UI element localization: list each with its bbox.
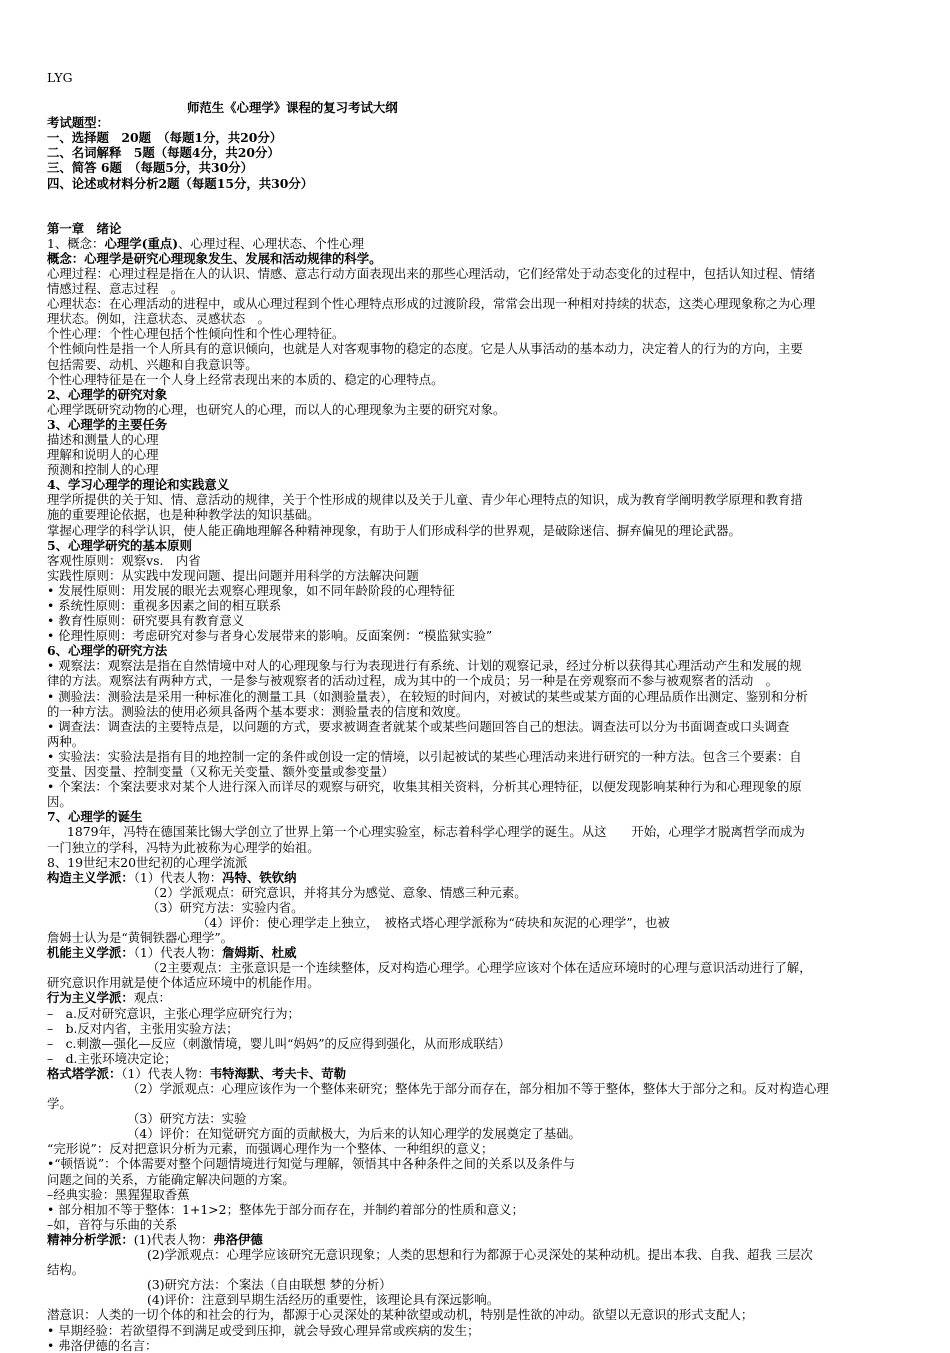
text-line: 心理过程：心理过程是指在人的认识、情感、意志行动方面表现出来的那些心理活动，它们经常处于动态变化的过程中，包括认知过程、情绪 [47, 265, 816, 281]
text-line: 客观性原则：观察vs. 内省 [47, 552, 201, 568]
text-line: 个性倾向性是指一个人所具有的意识倾向，也就是人对客观事物的稳定的态度。它是人从事活动的基本动力，决定着人的行为的方向，主要 [47, 341, 803, 357]
text-line: 实践性原则：从实践中发现问题、提出问题并用科学的方法解决问题 [47, 567, 419, 583]
text: 弗洛伊德 [213, 1231, 263, 1247]
text-line: 施的重要理论依据，也是种种教学法的知识基础。 [47, 507, 320, 523]
text-line: 研究意识作用就是使个体适应环境中的机能作用。 [47, 975, 320, 991]
section-heading: 3、心理学的主要任务 [47, 416, 168, 432]
list-item: • 发展性原则：用发展的眼光去观察心理现象，如不同年龄阶段的心理特征 [47, 582, 455, 598]
section-heading: 6、心理学的研究方法 [47, 643, 168, 659]
text-line: 结构。 [47, 1262, 85, 1278]
text-line: 问题之间的关系，方能确定解决问题的方案。 [47, 1171, 295, 1187]
section-heading: 4、学习心理学的理论和实践意义 [47, 477, 230, 493]
text-line: 理状态。例如，注意状态、灵感状态 。 [47, 311, 271, 327]
text: （1）代表人物： [121, 1065, 210, 1081]
school-label: 行为主义学派： [47, 990, 134, 1006]
list-item: • 早期经验：若欲望得不到满足或受到压抑，就会导致心理异常或疾病的发生； [47, 1322, 480, 1338]
list-item: – c.刺激—强化—反应（刺激情境，婴儿叫“妈妈”的反应得到强化，从而形成联结） [47, 1035, 511, 1051]
text-line: “完形说”：反对把意识分析为元素，而强调心理作为一个整体、一种组织的意义； [47, 1141, 494, 1157]
text-line: 个性心理特征是在一个人身上经常表现出来的本质的、稳定的心理特点。 [47, 371, 444, 387]
list-item: • 弗洛伊德的名言： [47, 1337, 158, 1353]
text-line: （2）学派观点：心理应该作为一个整体来研究；整体先于部分而存在，部分相加不等于整体，整体大于部分之和。反对构造心理 [127, 1081, 829, 1096]
text-line: 掌握心理学的科学认识，使人能正确地理解各种精神现象，有助于人们形成科学的世界观，是破除迷信、摒弃偏见的理论武器。 [47, 522, 741, 538]
text-line: 学。 [47, 1096, 72, 1112]
text: （1）代表人物： [133, 945, 223, 961]
text: 韦特海默、考夫卡、苛勒 [209, 1065, 347, 1081]
list-item: • 教育性原则：研究要具有教育意义 [47, 613, 245, 629]
text-line: (4)评价：注意到早期生活经历的重要性，该理论具有深远影响。 [147, 1292, 500, 1308]
text-line: 理解和说明人的心理 [47, 447, 159, 463]
text-line: 情感过程、意志过程 。 [47, 281, 184, 297]
list-item: • 伦理性原则：考虑研究对参与者身心发展带来的影响。反面案例：“模监狱实验” [47, 628, 493, 644]
text-line: 预测和控制人的心理 [47, 462, 159, 478]
list-item: – a.反对研究意识，主张心理学应研究行为； [47, 1005, 300, 1021]
list-item: •“顿悟说”：个体需要对整个问题情境进行知觉与理解，领悟其中各种条件之间的关系以及条件与 [47, 1156, 575, 1172]
school-gestalt [47, 1066, 907, 1081]
school-behaviorism [47, 990, 907, 1005]
text-line: 的一种方法。测验法的使用必须具备两个基本要求：测验量表的信度和效度。 [47, 703, 469, 719]
section-heading: 5、心理学研究的基本原则 [47, 537, 192, 553]
chapter-title: 第一章 绪论 [47, 220, 122, 236]
text-line: 詹姆士认为是“黄铜铁器心理学”。 [47, 930, 234, 946]
text-line: （3）研究方法：实验 [127, 1111, 247, 1127]
text-line: 两种。 [47, 733, 85, 749]
school-label: 格式塔学派： [47, 1065, 122, 1081]
text-line: (3)研究方法：个案法（自由联想 梦的分析） [147, 1277, 392, 1293]
text-line: （2主要观点：主张意识是一个连续整体，反对构造心理学。心理学应该对个体在适应环境时的心理与意识活动进行了解， [147, 960, 812, 976]
document-page [47, 70, 907, 1353]
text-line: 包括需要、动机、兴趣和自我意识等。 [47, 356, 258, 372]
school-label: 机能主义学派： [47, 945, 134, 961]
document-title: 师范生《心理学》课程的复习考试大纲 [187, 100, 398, 116]
text-line: (2)学派观点：心理学应该研究无意识现象；人类的思想和行为都源于心灵深处的某种动机。提出本我、自我、超我 三层次 [147, 1247, 813, 1263]
text-line: 描述和测量人的心理 [47, 431, 159, 447]
school-functionalism [47, 945, 907, 960]
school-label: 精神分析学派： [47, 1231, 134, 1247]
list-item: • 实验法：实验法是指有目的地控制一定的条件或创设一定的情境，以引起被试的某些心理活动来进行研究的一种方法。包含三个要素：自 [47, 748, 802, 764]
text-line: 一门独立的学科，冯特为此被称为心理学的始祖。 [47, 839, 320, 855]
section-heading: 2、心理学的研究对象 [47, 386, 168, 402]
text-line: 心理学既研究动物的心理，也研究人的心理，而以人的心理现象为主要的研究对象。 [47, 401, 506, 417]
text-line: 潜意识：人类的一切个体的和社会的行为，都源于心灵深处的某种欲望或动机，特别是性欲的冲动。欲望以无意识的形式支配人； [47, 1307, 754, 1323]
text-line: 心理状态：在心理活动的进程中，或从心理过程到个性心理特点形成的过渡阶段，常常会出现一种相对持续的状态，这类心理现象称之为心理 [47, 296, 816, 312]
text: 詹姆斯、杜威 [222, 945, 297, 961]
section-1-heading [47, 236, 907, 251]
list-item: –如，音符与乐曲的关系 [47, 1216, 178, 1232]
section-heading: 7、心理学的诞生 [47, 809, 143, 825]
list-item: • 部分相加不等于整体：1+1>2；整体先于部分而存在，并制约着部分的性质和意义； [47, 1201, 524, 1217]
text-line: 1879年，冯特在德国莱比锡大学创立了世界上第一个心理实验室，标志着科学心理学的诞生。从这 开始，心理学才脱离哲学而成为 [67, 824, 805, 840]
exam-item: 二、名词解释 5题（每题4分，共20分） [47, 145, 280, 161]
concept-definition: 概念：心理学是研究心理现象发生、发展和活动规律的科学。 [47, 250, 382, 266]
text-line: 个性心理：个性心理包括个性倾向性和个性心理特征。 [47, 326, 345, 342]
list-item: • 观察法：观察法是指在自然情境中对人的心理现象与行为表现进行有系统、计划的观察记录，经过分析以获得其心理活动产生和发展的规 [47, 658, 802, 674]
exam-item: 三、简答 6题 （每题5分，共30分） [47, 160, 254, 176]
text: (1)代表人物： [133, 1231, 214, 1247]
header-code: LYG [47, 70, 73, 85]
list-item: – d.主张环境决定论； [47, 1050, 177, 1066]
text: 心理学(重点) [104, 235, 179, 251]
list-item: • 调查法：调查法的主要特点是，以问题的方式，要求被调查者就某个或某些问题回答自己的想法。调查法可以分为书面调查或口头调查 [47, 718, 790, 734]
school-psychoanalysis [47, 1232, 907, 1247]
text-line: （4）评价：使心理学走上独立， 被格式塔心理学派称为“砖块和灰泥的心理学”，也被 [197, 914, 670, 930]
text-line: 理学所提供的关于知、情、意活动的规律，关于个性形成的规律以及关于儿童、青少年心理特点的知识，成为教育学阐明教学原理和教育措 [47, 492, 803, 508]
text-line: 因。 [47, 794, 72, 810]
text: 、心理过程、心理状态、个性心理 [178, 235, 364, 251]
list-item: • 系统性原则：重视多因素之间的相互联系 [47, 598, 282, 613]
school-label: 构造主义学派： [47, 869, 134, 885]
text: 观点： [133, 990, 171, 1006]
text: 冯特、铁钦纳 [222, 869, 297, 885]
list-item: • 测验法：测验法是采用一种标准化的测量工具（如测验量表），在较短的时间内，对被试的某些或某方面的心理品质作出测定、鉴别和分析 [47, 688, 808, 704]
text: （1）代表人物： [133, 869, 223, 885]
exam-heading: 考试题型： [47, 115, 109, 131]
school-structuralism [47, 870, 907, 885]
exam-item: 四、论述或材料分析2题（每题15分，共30分） [47, 175, 314, 191]
list-item: – b.反对内省，主张用实验方法； [47, 1020, 239, 1036]
text-line: （2）学派观点：研究意识，并将其分为感觉、意象、情感三种元素。 [147, 884, 527, 900]
text-line: 律的方法。观察法有两种方式，一是参与被观察者的活动过程，成为其中的一个成员；另一种是在旁观察而不参与被观察者的活动 。 [47, 673, 779, 689]
text: 1、概念： [47, 235, 105, 251]
text-line: （3）研究方法：实验内省。 [147, 899, 304, 915]
text-line: 变量、因变量、控制变量（又称无关变量、额外变量或参变量） [47, 764, 394, 780]
text-line: 8、19世纪末20世纪初的心理学流派 [47, 854, 248, 870]
exam-item: 一、选择题 20题 （每题1分，共20分） [47, 130, 283, 146]
list-item: • 个案法：个案法要求对某个人进行深入而详尽的观察与研究，收集其相关资料，分析其心理特征，以便发现影响某种行为和心理现象的原 [47, 779, 802, 795]
text-line: （4）评价：在知觉研究方面的贡献极大，为后来的认知心理学的发展奠定了基础。 [127, 1126, 581, 1142]
list-item: –经典实验：黑猩猩取香蕉 [47, 1186, 190, 1202]
